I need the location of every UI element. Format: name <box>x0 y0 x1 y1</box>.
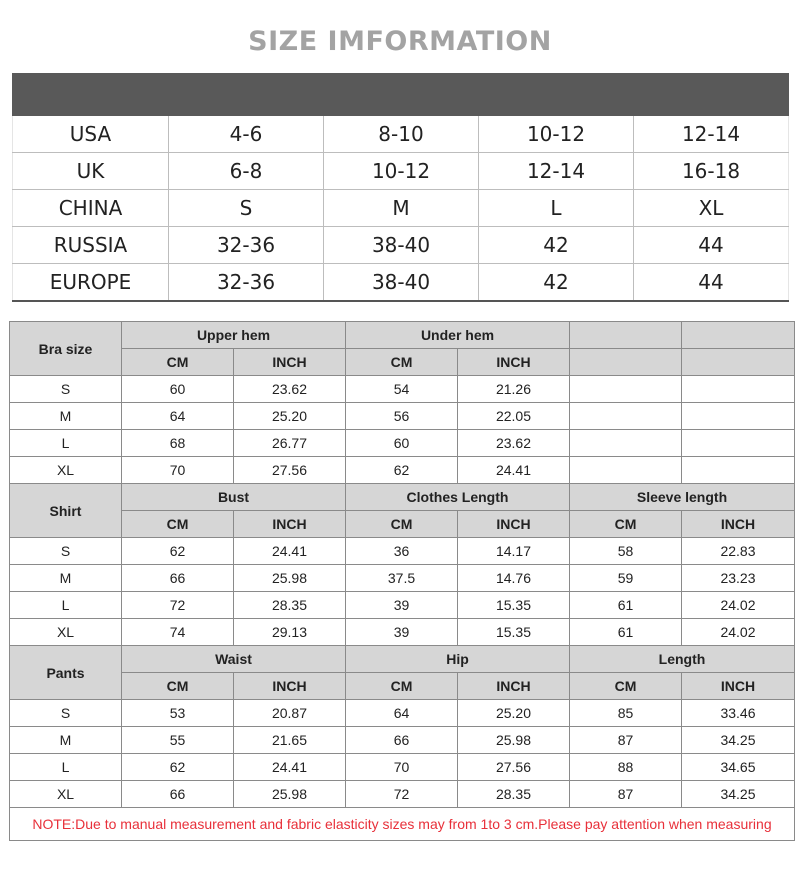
value-cell: 87 <box>570 727 682 754</box>
conversion-header-bar <box>13 74 789 116</box>
bra-group-header-row <box>10 322 795 349</box>
table-row <box>10 727 795 754</box>
table-row <box>13 153 789 190</box>
group-header-upper-hem: Upper hem <box>122 322 346 349</box>
value-cell: 85 <box>570 700 682 727</box>
size-cell: 38-40 <box>324 227 479 264</box>
value-cell: 70 <box>346 754 458 781</box>
value-cell: 56 <box>346 403 458 430</box>
size-cell: 32-36 <box>169 264 324 301</box>
size-cell: L <box>10 592 122 619</box>
unit-header-cm: CM <box>570 511 682 538</box>
value-cell: 53 <box>122 700 234 727</box>
table-row <box>10 538 795 565</box>
empty-cell <box>570 430 682 457</box>
table-row <box>10 457 795 484</box>
measurement-note: NOTE:Due to manual measurement and fabric elasticity sizes may from 1to 3 cm.Please pay attention when measuring <box>10 808 795 841</box>
value-cell: 34.65 <box>682 754 795 781</box>
value-cell: 28.35 <box>234 592 346 619</box>
pants-label: Pants <box>10 646 122 700</box>
empty-cell <box>682 376 795 403</box>
value-cell: 33.46 <box>682 700 795 727</box>
group-header-length: Length <box>570 646 795 673</box>
size-cell: S <box>10 700 122 727</box>
value-cell: 25.20 <box>458 700 570 727</box>
value-cell: 21.65 <box>234 727 346 754</box>
value-cell: 24.41 <box>234 754 346 781</box>
unit-header-inch: INCH <box>458 673 570 700</box>
size-cell: S <box>10 538 122 565</box>
value-cell: 21.26 <box>458 376 570 403</box>
unit-header-inch: INCH <box>458 511 570 538</box>
region-label: EUROPE <box>13 264 169 301</box>
value-cell: 14.17 <box>458 538 570 565</box>
value-cell: 23.62 <box>234 376 346 403</box>
measurement-table <box>9 321 795 841</box>
shirt-label: Shirt <box>10 484 122 538</box>
size-cell: 16-18 <box>634 153 789 190</box>
value-cell: 36 <box>346 538 458 565</box>
group-header-clothes-length: Clothes Length <box>346 484 570 511</box>
value-cell: 64 <box>346 700 458 727</box>
table-row <box>10 430 795 457</box>
value-cell: 66 <box>122 781 234 808</box>
value-cell: 58 <box>570 538 682 565</box>
value-cell: 27.56 <box>458 754 570 781</box>
size-cell: M <box>10 403 122 430</box>
size-cell: 44 <box>634 264 789 301</box>
empty-cell <box>682 403 795 430</box>
size-cell: 38-40 <box>324 264 479 301</box>
unit-header-cm: CM <box>122 511 234 538</box>
value-cell: 15.35 <box>458 592 570 619</box>
size-cell: S <box>10 376 122 403</box>
table-row <box>10 700 795 727</box>
value-cell: 25.20 <box>234 403 346 430</box>
value-cell: 87 <box>570 781 682 808</box>
unit-header-inch: INCH <box>234 673 346 700</box>
value-cell: 22.05 <box>458 403 570 430</box>
bra-unit-header-row <box>10 349 795 376</box>
unit-header-cm: CM <box>570 673 682 700</box>
pants-group-header-row <box>10 646 795 673</box>
bra-size-label: Bra size <box>10 322 122 376</box>
value-cell: 68 <box>122 430 234 457</box>
shirt-group-header-row <box>10 484 795 511</box>
value-cell: 15.35 <box>458 619 570 646</box>
empty-cell <box>570 376 682 403</box>
value-cell: 39 <box>346 592 458 619</box>
size-cell: 10-12 <box>324 153 479 190</box>
unit-header-cm: CM <box>346 673 458 700</box>
empty-cell <box>570 403 682 430</box>
value-cell: 72 <box>122 592 234 619</box>
table-row <box>10 754 795 781</box>
region-label: UK <box>13 153 169 190</box>
table-row <box>10 781 795 808</box>
size-cell: 44 <box>634 227 789 264</box>
size-cell: M <box>10 565 122 592</box>
pants-unit-header-row <box>10 673 795 700</box>
size-cell: XL <box>10 781 122 808</box>
unit-header-cm: CM <box>122 673 234 700</box>
note-row <box>10 808 795 841</box>
value-cell: 22.83 <box>682 538 795 565</box>
value-cell: 54 <box>346 376 458 403</box>
table-row <box>10 376 795 403</box>
value-cell: 60 <box>122 376 234 403</box>
unit-header-cm: CM <box>122 349 234 376</box>
unit-header-inch: INCH <box>234 511 346 538</box>
value-cell: 34.25 <box>682 727 795 754</box>
size-cell: XL <box>634 190 789 227</box>
size-cell: 4-6 <box>169 116 324 153</box>
value-cell: 61 <box>570 592 682 619</box>
table-row <box>10 403 795 430</box>
value-cell: 59 <box>570 565 682 592</box>
region-label: CHINA <box>13 190 169 227</box>
page-title: SIZE IMFORMATION <box>248 26 552 57</box>
value-cell: 72 <box>346 781 458 808</box>
value-cell: 39 <box>346 619 458 646</box>
empty-header-cell <box>682 349 795 376</box>
value-cell: 25.98 <box>234 781 346 808</box>
value-cell: 62 <box>122 538 234 565</box>
value-cell: 25.98 <box>458 727 570 754</box>
size-cell: M <box>10 727 122 754</box>
table-row <box>10 592 795 619</box>
empty-header-cell <box>570 322 682 349</box>
size-cell: L <box>10 754 122 781</box>
size-cell: 6-8 <box>169 153 324 190</box>
value-cell: 14.76 <box>458 565 570 592</box>
group-header-waist: Waist <box>122 646 346 673</box>
value-cell: 27.56 <box>234 457 346 484</box>
size-cell: S <box>169 190 324 227</box>
value-cell: 23.23 <box>682 565 795 592</box>
unit-header-inch: INCH <box>234 349 346 376</box>
value-cell: 26.77 <box>234 430 346 457</box>
size-cell: 32-36 <box>169 227 324 264</box>
empty-cell <box>682 457 795 484</box>
size-cell: XL <box>10 457 122 484</box>
value-cell: 66 <box>122 565 234 592</box>
value-cell: 61 <box>570 619 682 646</box>
table-row <box>10 565 795 592</box>
table-row <box>13 264 789 301</box>
table-row <box>13 116 789 153</box>
value-cell: 24.41 <box>458 457 570 484</box>
value-cell: 24.02 <box>682 619 795 646</box>
value-cell: 70 <box>122 457 234 484</box>
size-cell: 12-14 <box>634 116 789 153</box>
group-header-sleeve-length: Sleeve length <box>570 484 795 511</box>
size-conversion-table <box>12 73 789 302</box>
value-cell: 28.35 <box>458 781 570 808</box>
value-cell: 66 <box>346 727 458 754</box>
table-row <box>13 227 789 264</box>
empty-cell <box>682 430 795 457</box>
table-row <box>10 619 795 646</box>
value-cell: 24.41 <box>234 538 346 565</box>
unit-header-cm: CM <box>346 349 458 376</box>
value-cell: 88 <box>570 754 682 781</box>
value-cell: 25.98 <box>234 565 346 592</box>
unit-header-cm: CM <box>346 511 458 538</box>
size-cell: 10-12 <box>479 116 634 153</box>
size-cell: L <box>10 430 122 457</box>
unit-header-inch: INCH <box>458 349 570 376</box>
group-header-under-hem: Under hem <box>346 322 570 349</box>
value-cell: 55 <box>122 727 234 754</box>
value-cell: 29.13 <box>234 619 346 646</box>
value-cell: 20.87 <box>234 700 346 727</box>
unit-header-inch: INCH <box>682 673 795 700</box>
value-cell: 37.5 <box>346 565 458 592</box>
table-row <box>13 190 789 227</box>
region-label: RUSSIA <box>13 227 169 264</box>
group-header-hip: Hip <box>346 646 570 673</box>
size-cell: L <box>479 190 634 227</box>
value-cell: 64 <box>122 403 234 430</box>
size-cell: XL <box>10 619 122 646</box>
empty-cell <box>570 457 682 484</box>
shirt-unit-header-row <box>10 511 795 538</box>
group-header-bust: Bust <box>122 484 346 511</box>
size-cell: 8-10 <box>324 116 479 153</box>
empty-header-cell <box>570 349 682 376</box>
value-cell: 24.02 <box>682 592 795 619</box>
value-cell: 62 <box>346 457 458 484</box>
empty-header-cell <box>682 322 795 349</box>
value-cell: 34.25 <box>682 781 795 808</box>
size-cell: 12-14 <box>479 153 634 190</box>
size-cell: 42 <box>479 264 634 301</box>
value-cell: 74 <box>122 619 234 646</box>
value-cell: 62 <box>122 754 234 781</box>
unit-header-inch: INCH <box>682 511 795 538</box>
size-cell: 42 <box>479 227 634 264</box>
size-cell: M <box>324 190 479 227</box>
value-cell: 60 <box>346 430 458 457</box>
value-cell: 23.62 <box>458 430 570 457</box>
region-label: USA <box>13 116 169 153</box>
